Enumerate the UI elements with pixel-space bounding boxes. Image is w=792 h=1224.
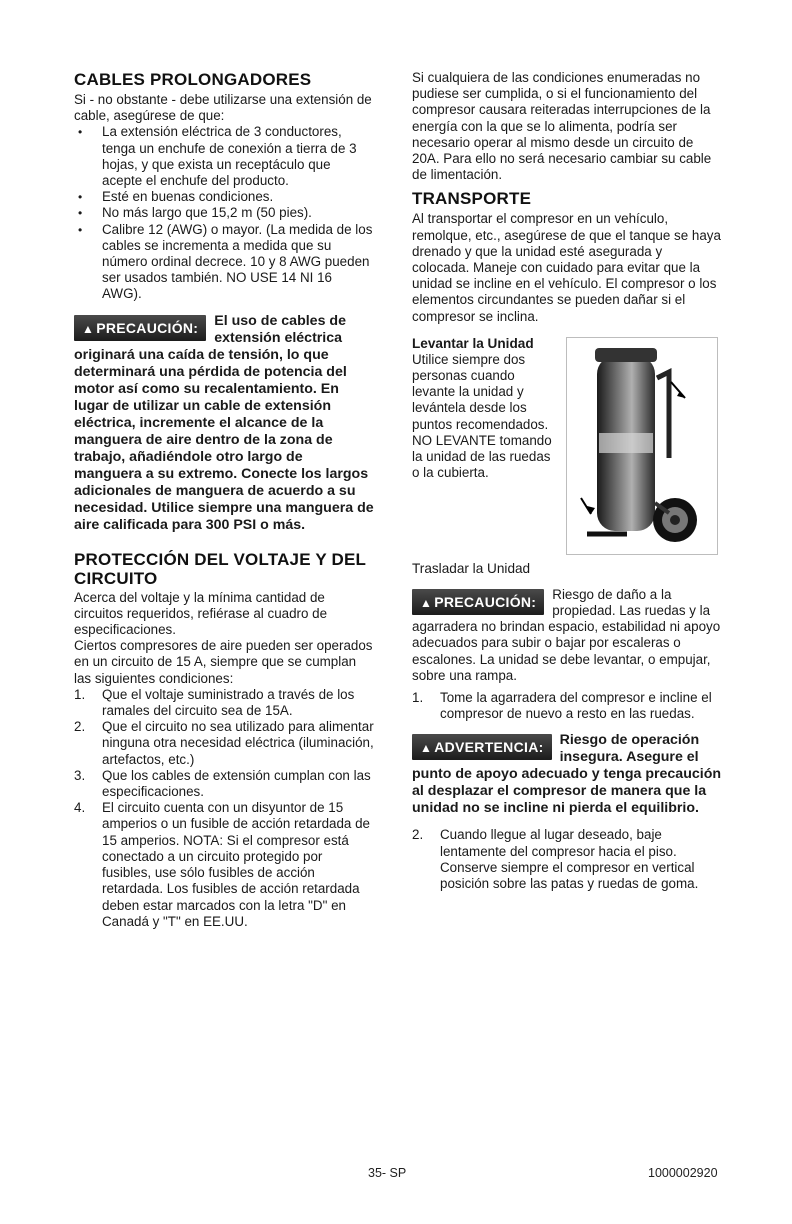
protection-conditions-list (74, 687, 374, 930)
transport-heading: TRANSPORTE (412, 189, 532, 209)
list-item: • Esté en buenas condiciones. (74, 189, 374, 205)
compressor-lift-illustration (566, 337, 718, 555)
caution-badge: ▲ PRECAUCIÓN: (74, 315, 206, 341)
list-item: • La extensión eléctrica de 3 conductores, tenga un enchufe de conexión a tierra de 3 hojas, y que exista un receptáculo que acepte el enchufe del producto. (74, 124, 374, 189)
warning-triangle-icon: ▲ (420, 741, 433, 756)
page-number: 35- SP (368, 1166, 407, 1180)
document-number: 1000002920 (648, 1166, 718, 1180)
list-item: 1. Que el voltaje suministrado a través de los ramales del circuito sea de 15A. (74, 686, 355, 719)
transport-paragraph: Al transportar el compresor en un vehículo, remolque, etc., asegúrese de que el tanque se haya drenado y que la unidad esté asegurada y colocada. Maneje con cuidado para evitar que la unidad se incline en el vehículo. El compresor o los elementos circundantes se pueden dañar si el compresor se inclina. (412, 211, 721, 324)
list-item: 2. Que el circuito no sea utilizado para alimentar ninguna otra necesidad eléctrica (iluminación, artefactos, etc.) (74, 719, 374, 767)
warning-badge: ▲ ADVERTENCIA: (412, 734, 552, 760)
lift-section (412, 335, 722, 560)
protection-heading: PROTECCIÓN DEL VOLTAJE Y DEL CIRCUITO (74, 549, 366, 588)
list-item: 3. Que los cables de extensión cumplan con las especificaciones. (74, 767, 371, 800)
cables-heading: CABLES PROLONGADORES (74, 70, 312, 89)
move-steps-list (412, 690, 722, 722)
move-heading: Trasladar la Unidad (412, 560, 531, 576)
warning-notice (412, 732, 722, 817)
caution-notice-extension (74, 313, 374, 534)
caution-text: Riesgo de daño a la propiedad. Las ruedas y la agarradera no brindan espacio, estabilidad ni apoyo adecuados para subir o bajar por escaleras o escalones. La unidad se debe levantar, o empujar, sobre una rampa. (412, 586, 721, 683)
warning-triangle-icon: ▲ (420, 595, 433, 610)
cables-intro: Si - no obstante - debe utilizarse una extensión de cable, asegúrese de que: (74, 92, 372, 124)
caution-notice-property (412, 587, 722, 684)
warning-text: Riesgo de operación insegura. Asegure el punto de apoyo adecuado y tenga precaución al desplazar el compresor de manera que la unidad no se incline ni pierda el equilibrio. (412, 732, 722, 817)
caution-text: El uso de cables de extensión eléctrica originará una caída de tensión, lo que determinará una pérdida de potencia del motor así como su recalentamiento. En lugar de utilizar un cable de extensión eléctrica, incremente el alcance de la manguera de aire dentro de la zona de trabajo, añadiéndole otro largo de manguera a su extremo. Conecte los largos adicionales de manguera de acuerdo a su necesidad. Utilice siempre una manguera de aire calificada para 300 PSI o más. (74, 312, 374, 533)
lift-paragraph: Utilice siempre dos personas cuando levante la unidad y levántela desde los puntos recomendados. NO LEVANTE tomando la unidad de las ruedas o la cubierta. (412, 351, 552, 481)
list-item: • Calibre 12 (AWG) o mayor. (La medida de los cables se incrementa a medida que su número ordinal decrece. 10 y 8 AWG pueden ser usados también. NO USE 14 NI 16 AWG). (74, 222, 374, 303)
caution-badge: ▲ PRECAUCIÓN: (412, 589, 544, 615)
list-item: 1. Tome la agarradera del compresor e incline el compresor de nuevo a resto en las ruedas. (412, 690, 712, 722)
move-steps-list-2 (412, 827, 722, 892)
lift-heading: Levantar la Unidad (412, 335, 534, 351)
compressor-icon (567, 338, 717, 554)
list-item: 4. El circuito cuenta con un disyuntor de 15 amperios o un fusible de acción retardada de 15 amperios. NOTA: Si el compresor está conectado a un circuito protegido por fusibles, use sólo fusibles de acción retardada. Los fusibles de acción retardada deben estar marcados con la letra "D" en Canadá y "T" en EE.UU. (74, 800, 370, 929)
protection-paragraph-2: Ciertos compresores de aire pueden ser operados en un circuito de 15 A, siempre que se cumplan las siguientes condiciones: (74, 638, 373, 686)
left-column (74, 70, 374, 930)
warning-triangle-icon: ▲ (82, 321, 95, 336)
protection-paragraph-1: Acerca del voltaje y la mínima cantidad de circuitos requeridos, refiérase al cuadro de especificaciones. (74, 589, 328, 638)
cables-requirements-list (74, 124, 374, 302)
right-column (412, 70, 722, 892)
list-item: • No más largo que 15,2 m (50 pies). (74, 205, 374, 221)
list-item: 2. Cuando llegue al lugar deseado, baje lentamente del compresor hacia el piso. Conserve siempre el compresor en vertical posición sobre las patas y ruedas de goma. (412, 827, 699, 892)
conditions-paragraph: Si cualquiera de las condiciones enumeradas no pudiese ser cumplida, o si el funcionamiento del compresor causara reiteradas interrupciones de la energía con la que se lo alimenta, podría ser necesario operar al mismo desde un circuito de 20A. Para ello no será necesario cambiar su cable de limentación. (412, 70, 712, 183)
